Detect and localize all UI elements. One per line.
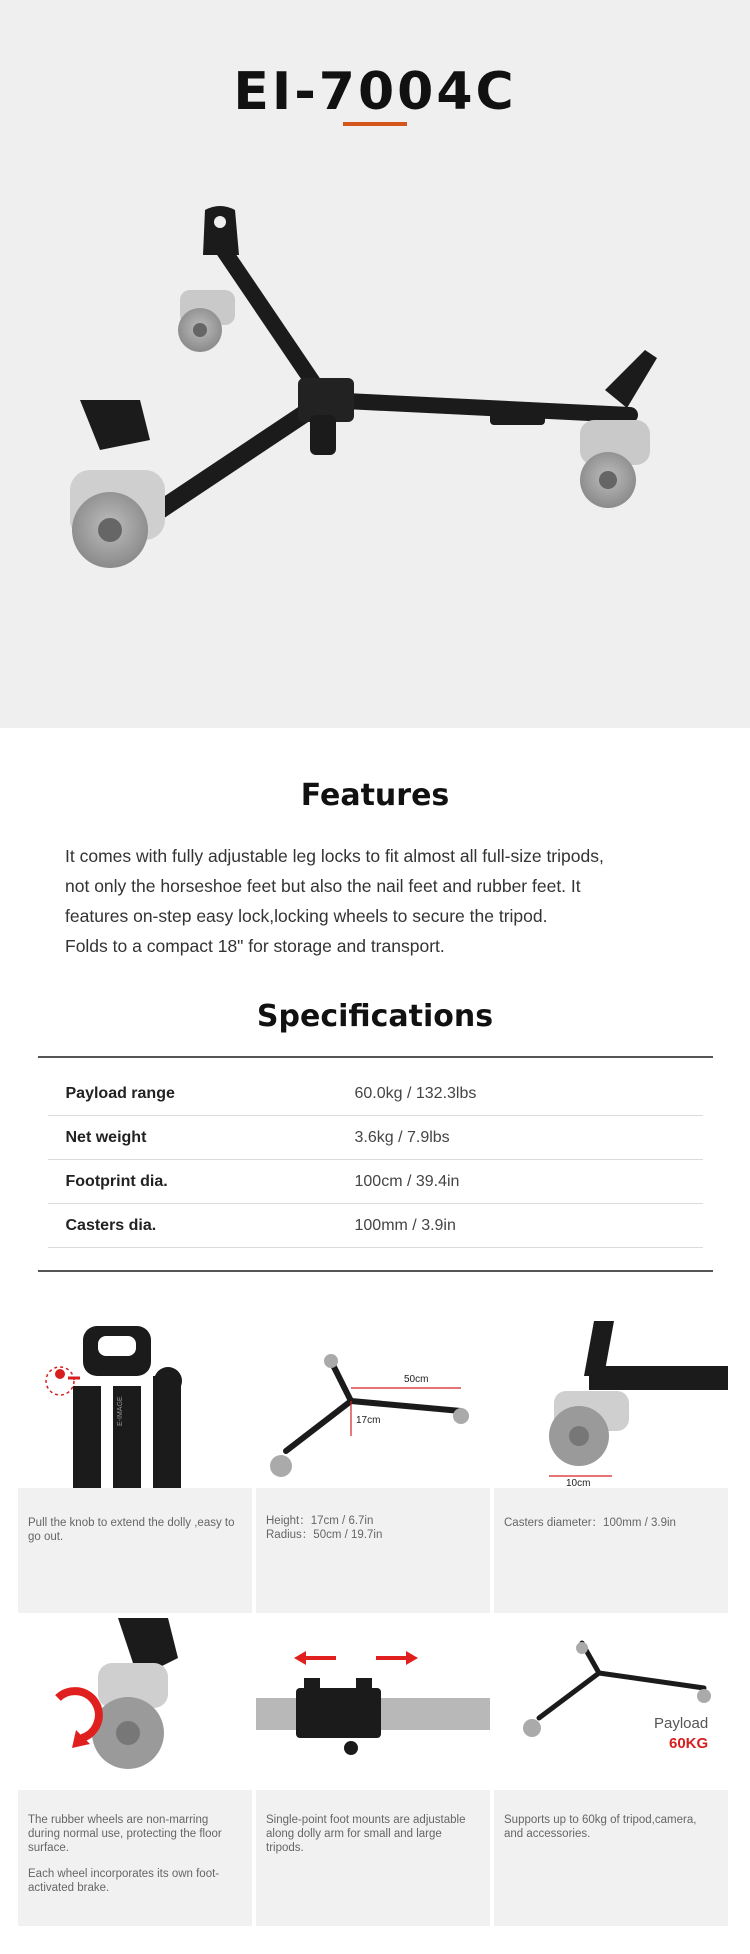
brand-mark: E-IMAGE [117,1396,124,1426]
gallery-card-payload [494,1618,728,1926]
feature-gallery [0,1316,750,1926]
gallery-caption: The rubber wheels are non-marring during normal use, protecting the floor surface. Each wheel incorporates its own foot-activated brake. [28,1814,222,1894]
payload-label: Payload [654,1715,709,1732]
gallery-caption: Height：17cm / 6.7in Radius：50cm / 19.7in [266,1515,383,1541]
product-title: EI-7004C [233,62,517,122]
gallery-caption: Single-point foot mounts are adjustable along dolly arm for small and large tripods. [266,1814,466,1854]
features-section [0,728,750,961]
spec-row [48,1116,703,1160]
spec-value: 100mm / 3.9in [354,1216,456,1234]
payload-image [494,1618,728,1790]
dolly-product-image [60,200,700,680]
payload-value: 60KG [669,1735,709,1752]
specifications-heading: Specifications [256,999,494,1034]
features-line: Folds to a compact 18" for storage and transport. [65,936,445,956]
spec-label: Net weight [65,1128,147,1146]
gallery-caption: Pull the knob to extend the dolly ,easy to go out. [28,1517,235,1543]
foot-mount-image [256,1618,490,1790]
gallery-card-dimensions [256,1316,490,1613]
spec-row [48,1160,703,1204]
gallery-card-knob [18,1316,252,1613]
spec-value: 100cm / 39.4in [354,1172,460,1190]
spec-row [48,1204,703,1248]
features-heading: Features [300,778,450,813]
spec-label: Footprint dia. [65,1172,168,1190]
spec-row [48,1072,703,1116]
gallery-caption: Supports up to 60kg of tripod,camera, and accessories. [504,1814,697,1840]
caster-size-label: 10cm [566,1478,591,1488]
spec-label: Casters dia. [65,1216,157,1234]
features-line: It comes with fully adjustable leg locks to fit almost all full-size tripods, [65,846,604,866]
height-label: 17cm [356,1415,381,1426]
spec-label: Payload range [65,1084,175,1102]
gallery-card-brake [18,1618,252,1926]
radius-label: 50cm [404,1374,429,1385]
spec-value: 3.6kg / 7.9lbs [354,1128,450,1146]
gallery-card-foot-mount [256,1618,490,1926]
dimensions-image [256,1316,490,1488]
title-underline [343,122,407,126]
gallery-card-caster [494,1316,728,1613]
spec-value: 60.0kg / 132.3lbs [354,1084,477,1102]
features-line: not only the horseshoe feet but also the nail feet and rubber feet. It [65,876,581,896]
spec-table [38,1056,713,1272]
features-text [65,841,685,961]
bottom-spacer [0,1926,750,1954]
caster-closeup-image [494,1316,728,1488]
gallery-caption: Casters diameter：100mm / 3.9in [504,1517,676,1529]
specifications-section [0,961,750,1272]
wheel-brake-image [18,1618,252,1790]
knob-closeup-image [18,1316,252,1488]
hero-banner [0,0,750,728]
features-line: features on-step easy lock,locking wheels to secure the tripod. [65,906,548,926]
